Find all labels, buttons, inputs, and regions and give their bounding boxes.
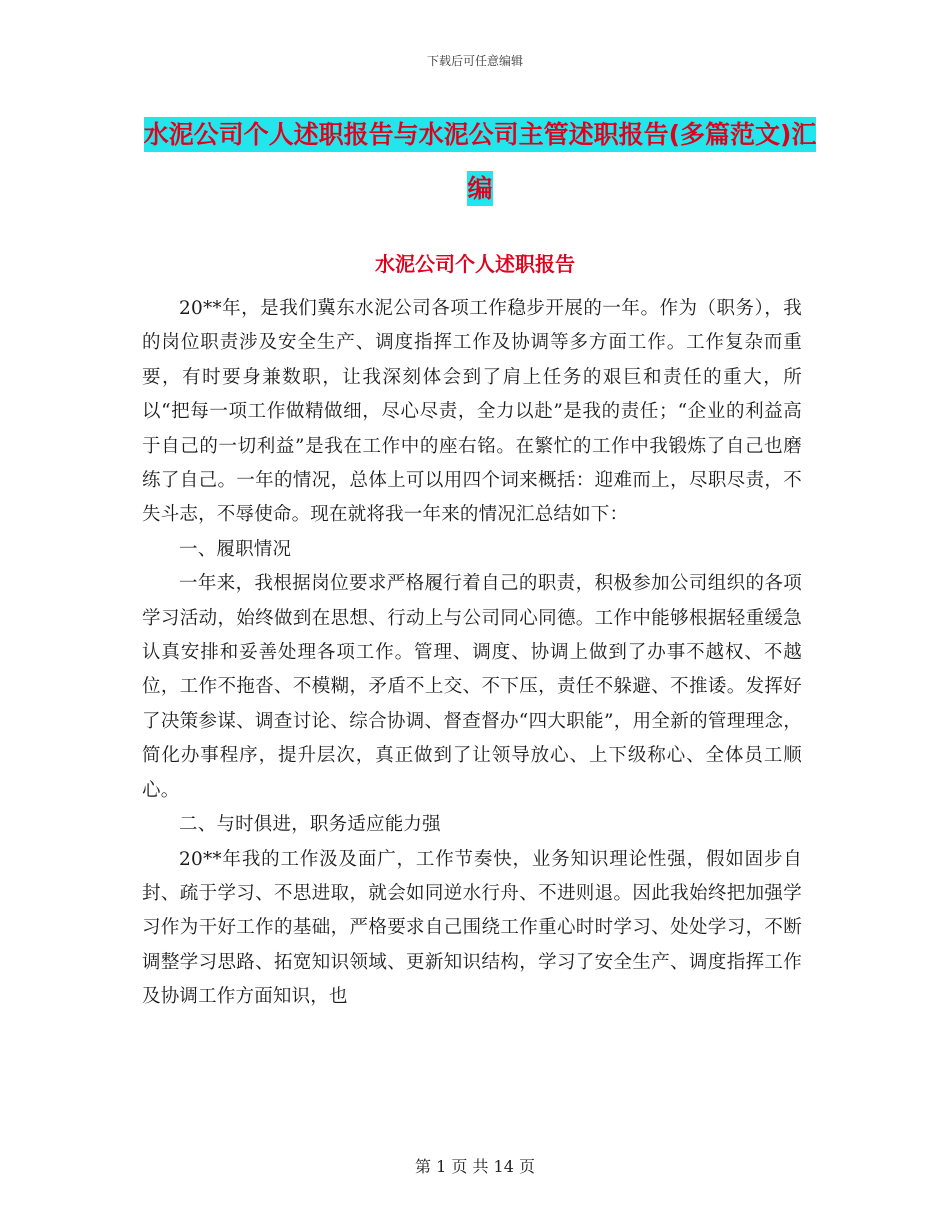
section-title: 水泥公司个人述职报告 bbox=[375, 252, 575, 276]
document-title-text: 水泥公司个人述职报告与水泥公司主管述职报告(多篇范文)汇编 bbox=[144, 117, 817, 206]
document-title bbox=[140, 108, 820, 216]
paragraph: 一年来，我根据岗位要求严格履行着自己的职责，积极参加公司组织的各项学习活动，始终做到在思想、行动上与公司同心同德。工作中能够根据轻重缓急认真安排和妥善处理各项工作。管理、调度、协调上做到了办事不越权、不越位，工作不拖沓、不模糊，矛盾不上交、不下压，责任不躲避、不推诿。发挥好了决策参谋、调查讨论、综合协调、督查督办“四大职能”，用全新的管理理念，简化办事程序，提升层次，真正做到了让领导放心、上下级称心、全体员工顺心。 bbox=[142, 573, 802, 801]
header-note: 下载后可任意编辑 bbox=[426, 54, 523, 68]
document-body bbox=[142, 292, 802, 1015]
paragraph-heading: 一、履职情况 bbox=[179, 538, 292, 560]
paragraph: 20**年我的工作汲及面广，工作节奏快，业务知识理论性强，假如固步自封、疏于学习、不思进取，就会如同逆水行舟、不进则退。因此我始终把加强学习作为干好工作的基础，严格要求自己围绕工作重心时时学习、处处学习，不断调整学习思路、拓宽知识领域、更新知识结构，学习了安全生产、调度指挥工作及协调工作方面知识，也 bbox=[142, 848, 802, 1008]
paragraph-heading: 二、与时俱进，职务适应能力强 bbox=[179, 814, 441, 836]
page-number: 第 1 页 共 14 页 bbox=[415, 1157, 535, 1176]
paragraph: 20**年，是我们冀东水泥公司各项工作稳步开展的一年。作为（职务），我的岗位职责涉及安全生产、调度指挥工作及协调等多方面工作。工作复杂而重要，有时要身兼数职，让我深刻体会到了肩上任务的艰巨和责任的重大，所以“把每一项工作做精做细，尽心尽责，全力以赴”是我的责任；“企业的利益高于自己的一切利益”是我在工作中的座右铭。在繁忙的工作中我锻炼了自己也磨练了自己。一年的情况，总体上可以用四个词来概括：迎难而上，尽职尽责，不失斗志，不辱使命。现在就将我一年来的情况汇总结如下： bbox=[142, 298, 802, 526]
